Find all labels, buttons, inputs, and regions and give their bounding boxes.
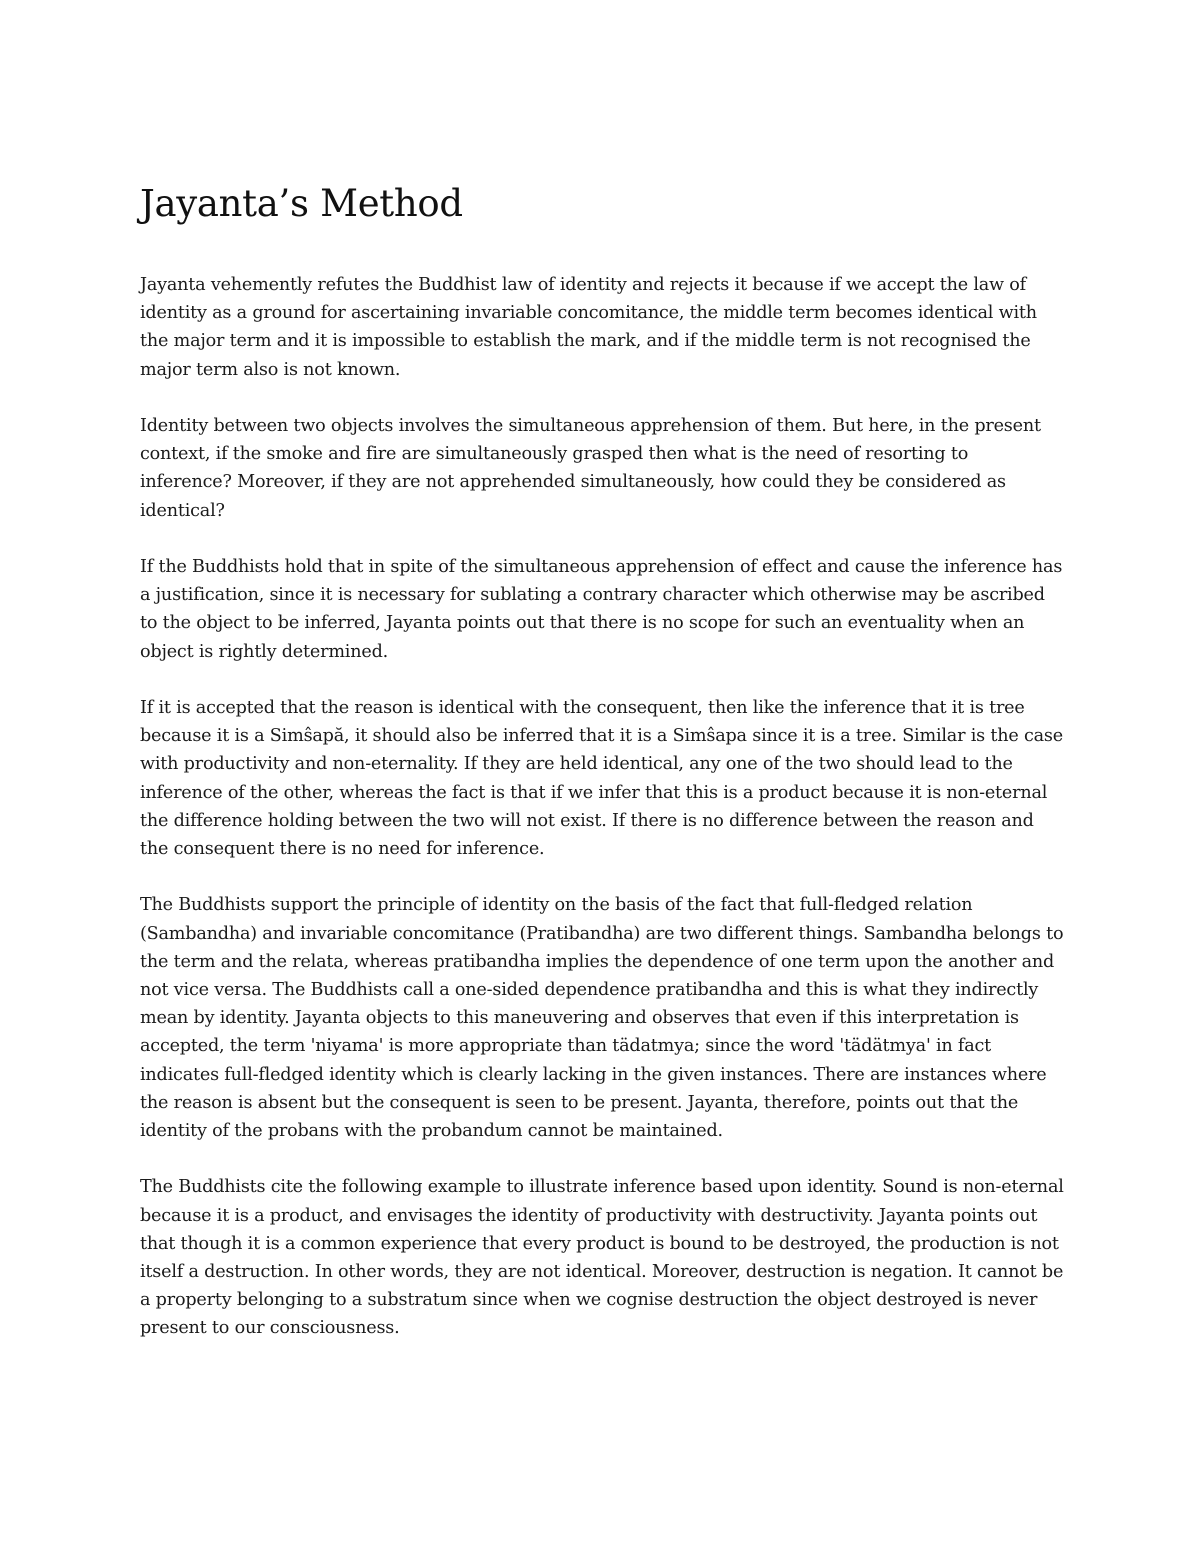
paragraph-3: If the Buddhists hold that in spite of the simultaneous apprehension of effect and cause the inference has a justification, since it is necessary for sublating a contrary character which otherwise may be ascribed to the object to be inferred, Jayanta points out that there is no scope for such an eventuality when an object is rightly determined. xyxy=(140,557,1063,662)
paragraph-4: If it is accepted that the reason is identical with the consequent, then like the inference that it is tree because it is a Simŝapă, it should also be inferred that it is a Simŝapa since it is a tree. Similar is the case with productivity and non-eternality. If they are held identical, any one of the two should lead to the inference of the other, whereas the fact is that if we infer that this is a product because it is non-eternal the difference holding between the two will not exist. If there is no difference between the reason and the consequent there is no need for inference. xyxy=(140,698,1063,860)
document-page xyxy=(140,176,1065,1371)
paragraph-1: Jayanta vehemently refutes the Buddhist law of identity and rejects it because if we accept the law of identity as a ground for ascertaining invariable concomitance, the middle term becomes identical with the major term and it is impossible to establish the mark, and if the middle term is not recognised the major term also is not known. xyxy=(140,275,1037,380)
document-title: Jayanta’s Method xyxy=(140,182,463,225)
paragraph-6: The Buddhists cite the following example to illustrate inference based upon identity. Sound is non-eternal because it is a product, and envisages the identity of productivity with destructivity. Jayanta points out that though it is a common experience that every product is bound to be destroyed, the production is not itself a destruction. In other words, they are not identical. Moreover, destruction is negation. It cannot be a property belonging to a substratum since when we cognise destruction the object destroyed is never present to our consciousness. xyxy=(140,1177,1064,1339)
paragraph-5: The Buddhists support the principle of identity on the basis of the fact that full-fledged relation (Sambandha) and invariable concomitance (Pratibandha) are two different things. Sambandha belongs to the term and the relata, whereas pratibandha implies the dependence of one term upon the another and not vice versa. The Buddhists call a one-sided dependence pratibandha and this is what they indirectly mean by identity. Jayanta objects to this maneuvering and observes that even if this interpretation is accepted, the term 'niyama' is more appropriate than tädatmya; since the word 'tädätmya' in fact indicates full-fledged identity which is clearly lacking in the given instances. There are instances where the reason is absent but the consequent is seen to be present. Jayanta, therefore, points out that the identity of the probans with the probandum cannot be maintained. xyxy=(140,895,1064,1142)
paragraph-2: Identity between two objects involves the simultaneous apprehension of them. But here, in the present context, if the smoke and fire are simultaneously grasped then what is the need of resorting to inference? Moreover, if they are not apprehended simultaneously, how could they be considered as identical? xyxy=(140,416,1041,521)
